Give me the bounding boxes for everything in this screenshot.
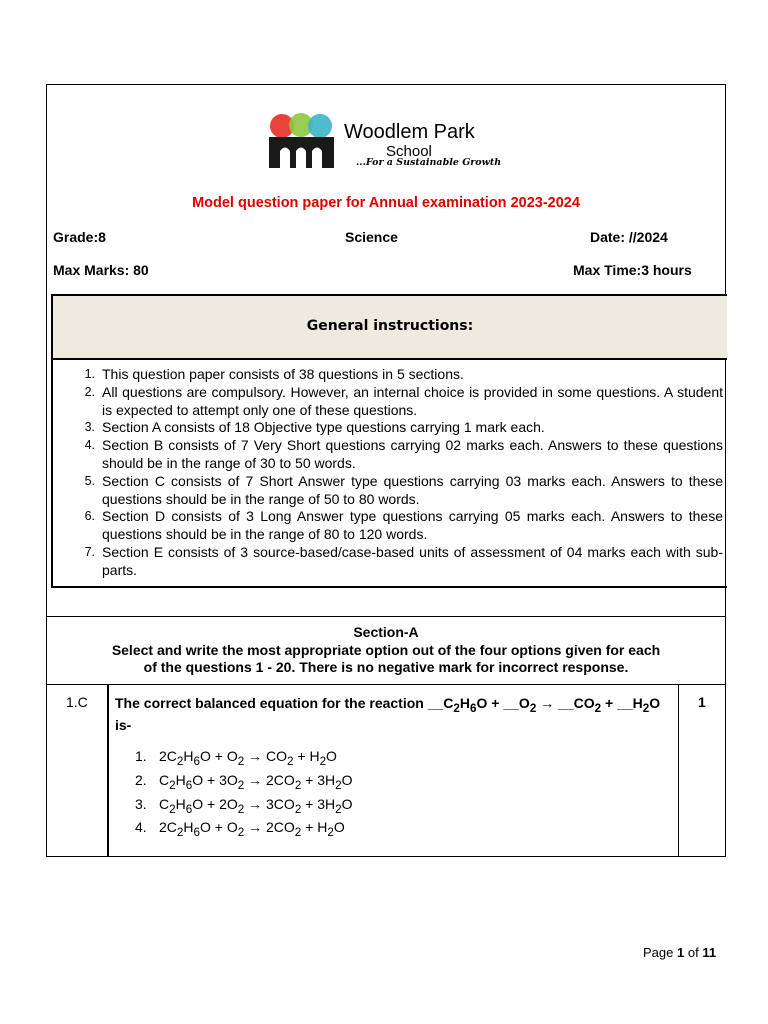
school-tagline: ...For a Sustainable Growth: [356, 157, 502, 168]
instructions-list: [53, 366, 723, 580]
max-time-label: Max Time:3 hours: [573, 262, 692, 278]
option-text: $C_2H_6O + 3O_2 \to 2CO_2 + 3H_2O$: [159, 771, 353, 792]
instruction-number: 5.: [84, 473, 95, 488]
question-text: The correct balanced equation for the reaction $\_\_C_2H_6O$ + $\_\_O_2$ → $\_\_CO_2$ + $\_\_H_2O$ is-: [115, 695, 661, 734]
instruction-item: [53, 384, 723, 420]
instruction-text: Section D consists of 3 Long Answer type questions carrying 05 marks each. Answers to these questions should be in the range of 80 to 120 words.: [102, 508, 723, 543]
instruction-text: Section E consists of 3 source-based/case-based units of assessment of 04 marks each with sub-parts.: [102, 543, 723, 578]
subject-label: Science: [345, 229, 398, 245]
marks-column-divider: [678, 684, 679, 857]
question-marks: 1: [698, 694, 706, 710]
grade-label: Grade:8: [53, 229, 106, 245]
instruction-item: [53, 473, 723, 509]
instruction-item: [53, 544, 723, 580]
section-instruction-line-1: Select and write the most appropriate option out of the four options given for each: [111, 641, 661, 658]
section-header: [46, 624, 726, 677]
section-instruction-line-2: of the questions 1 - 20. There is no negative mark for incorrect response.: [143, 659, 629, 675]
instruction-number: 1.: [84, 367, 95, 381]
instruction-number: 6.: [84, 509, 95, 524]
page-number: [643, 945, 716, 960]
option-number: 3.: [135, 795, 147, 812]
instruction-number: 4.: [84, 438, 95, 453]
school-logo: [266, 111, 516, 171]
option-text: $2C_2H_6O + O_2 \to 2CO_2 + H_2O$: [159, 819, 345, 840]
instruction-item: [53, 419, 723, 437]
option-text: $C_2H_6O + 2O_2 \to 3CO_2 + 3H_2O$: [159, 795, 353, 816]
school-name-sub: School: [386, 143, 432, 160]
instruction-text: Section A consists of 18 Objective type questions carrying 1 mark each.: [102, 419, 545, 436]
option-item: [135, 795, 353, 819]
page-total: 11: [702, 945, 717, 960]
page-prefix: Page: [643, 945, 674, 960]
instruction-item: [53, 366, 723, 384]
instruction-text: Section C consists of 7 Short Answer type questions carrying 03 marks each. Answers to these questions should be in the range of 50 to 80 words.: [102, 472, 723, 507]
school-logo-icon: [266, 111, 338, 171]
instruction-text: This question paper consists of 38 questions in 5 sections.: [102, 366, 464, 382]
general-instructions-box: [51, 294, 727, 588]
max-marks-label: Max Marks: 80: [53, 262, 149, 278]
option-text: $2C_2H_6O + O_2 \to CO_2 + H_2O$: [159, 748, 337, 768]
section-bottom-divider: [46, 684, 726, 685]
option-item: [135, 747, 353, 771]
option-number: 1.: [135, 748, 147, 764]
instruction-number: 3.: [84, 420, 95, 435]
section-title: Section-A: [353, 624, 419, 640]
option-number: 2.: [135, 771, 147, 788]
section-top-divider: [46, 616, 726, 617]
general-instructions-title: General instructions:: [306, 318, 474, 334]
instruction-text: Section B consists of 7 Very Short questions carrying 02 marks each. Answers to these questions should be in the range of 30 to 50 words.: [102, 437, 723, 471]
paper-title: Model question paper for Annual examination 2023-2024: [192, 195, 580, 211]
question-number-column-divider: [107, 684, 109, 857]
general-instructions-header: [53, 296, 727, 360]
page-of: of: [687, 945, 699, 960]
option-item: [135, 818, 353, 842]
question-options: [135, 747, 353, 842]
instruction-number: 7.: [84, 544, 95, 559]
option-item: [135, 771, 353, 795]
instruction-text: All questions are compulsory. However, an internal choice is provided in some questions. A student is expected to attempt only one of these questions.: [102, 383, 723, 418]
school-name: Woodlem Park: [344, 121, 475, 143]
option-number: 4.: [135, 819, 147, 836]
instruction-item: [53, 508, 723, 544]
question-number: 1.C: [66, 694, 88, 710]
page-current: 1: [677, 945, 685, 960]
date-label: Date: //2024: [590, 229, 668, 245]
instruction-item: [53, 437, 723, 473]
instruction-number: 2.: [84, 384, 95, 399]
